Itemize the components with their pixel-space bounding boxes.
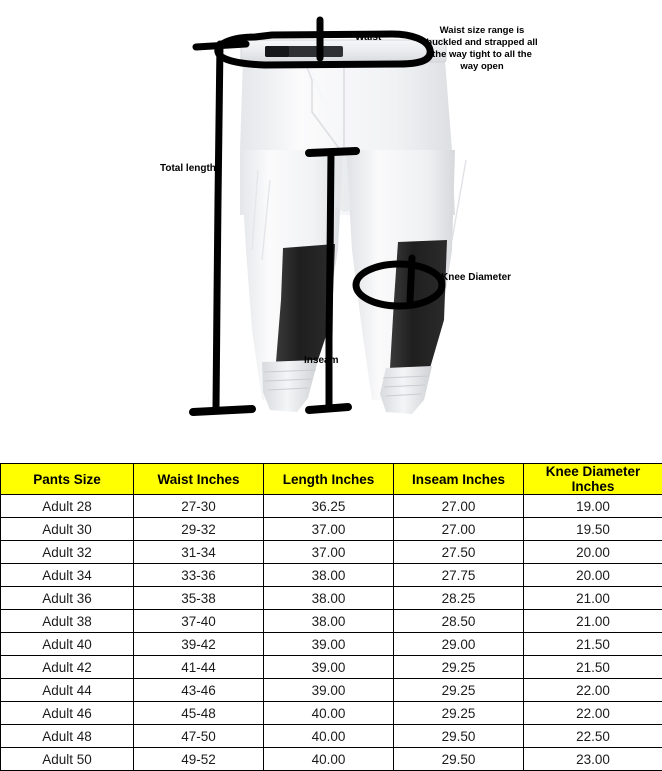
cell-waist-inches: 33-36	[134, 564, 264, 587]
right-cuff	[380, 366, 432, 414]
cell-pants-size: Adult 38	[1, 610, 134, 633]
cell-inseam-inches: 29.25	[394, 679, 524, 702]
table-header-row	[1, 464, 662, 495]
inseam-line	[329, 152, 331, 408]
table-body	[1, 495, 662, 771]
cell-waist-inches: 39-42	[134, 633, 264, 656]
cell-length-inches: 40.00	[264, 748, 394, 771]
header-waist-inches: Waist Inches	[134, 464, 264, 495]
size-chart-container	[0, 463, 662, 771]
cell-knee-diameter-inches: 19.00	[524, 495, 662, 518]
header-length-inches: Length Inches	[264, 464, 394, 495]
cell-knee-diameter-inches: 21.00	[524, 610, 662, 633]
total-length-bottom-tick	[193, 409, 252, 412]
table-row	[1, 587, 662, 610]
cell-pants-size: Adult 32	[1, 541, 134, 564]
cell-waist-inches: 37-40	[134, 610, 264, 633]
cell-knee-diameter-inches: 21.50	[524, 633, 662, 656]
cell-length-inches: 36.25	[264, 495, 394, 518]
table-row	[1, 725, 662, 748]
cell-pants-size: Adult 28	[1, 495, 134, 518]
cell-waist-inches: 43-46	[134, 679, 264, 702]
cell-pants-size: Adult 48	[1, 725, 134, 748]
cell-knee-diameter-inches: 21.50	[524, 656, 662, 679]
cell-knee-diameter-inches: 20.00	[524, 564, 662, 587]
cell-length-inches: 40.00	[264, 725, 394, 748]
cell-waist-inches: 29-32	[134, 518, 264, 541]
table-row	[1, 564, 662, 587]
cell-waist-inches: 49-52	[134, 748, 264, 771]
cell-inseam-inches: 29.50	[394, 748, 524, 771]
left-cuff	[262, 360, 318, 412]
cell-length-inches: 37.00	[264, 541, 394, 564]
cell-inseam-inches: 29.25	[394, 656, 524, 679]
cell-inseam-inches: 29.50	[394, 725, 524, 748]
knee-diameter-tick	[410, 258, 412, 300]
cell-length-inches: 38.00	[264, 564, 394, 587]
cell-pants-size: Adult 50	[1, 748, 134, 771]
table-row	[1, 656, 662, 679]
inseam-bottom-tick	[309, 407, 348, 410]
cell-length-inches: 38.00	[264, 610, 394, 633]
cell-knee-diameter-inches: 23.00	[524, 748, 662, 771]
cell-waist-inches: 45-48	[134, 702, 264, 725]
cell-pants-size: Adult 30	[1, 518, 134, 541]
cell-pants-size: Adult 42	[1, 656, 134, 679]
inseam-label: Inseam	[304, 355, 338, 366]
table-row	[1, 679, 662, 702]
cell-pants-size: Adult 46	[1, 702, 134, 725]
header-knee-diameter-inches: Knee Diameter Inches	[524, 464, 662, 495]
cell-length-inches: 40.00	[264, 702, 394, 725]
cell-waist-inches: 31-34	[134, 541, 264, 564]
cell-waist-inches: 27-30	[134, 495, 264, 518]
cell-inseam-inches: 27.00	[394, 495, 524, 518]
cell-length-inches: 39.00	[264, 633, 394, 656]
total-length-label: Total length	[160, 163, 216, 174]
cell-knee-diameter-inches: 22.00	[524, 679, 662, 702]
cell-inseam-inches: 27.50	[394, 541, 524, 564]
pants-belt-buckle	[265, 46, 289, 57]
cell-length-inches: 38.00	[264, 587, 394, 610]
cell-length-inches: 37.00	[264, 518, 394, 541]
cell-inseam-inches: 29.00	[394, 633, 524, 656]
cell-waist-inches: 41-44	[134, 656, 264, 679]
table-row	[1, 541, 662, 564]
knee-diameter-label: Knee Diameter	[441, 272, 511, 283]
cell-knee-diameter-inches: 20.00	[524, 541, 662, 564]
table-row	[1, 518, 662, 541]
cell-length-inches: 39.00	[264, 679, 394, 702]
cell-inseam-inches: 27.75	[394, 564, 524, 587]
waist-label: Waist	[355, 32, 381, 43]
cell-inseam-inches: 29.25	[394, 702, 524, 725]
header-pants-size: Pants Size	[1, 464, 134, 495]
header-inseam-inches: Inseam Inches	[394, 464, 524, 495]
total-length-line	[216, 44, 220, 408]
table-row	[1, 495, 662, 518]
cell-pants-size: Adult 36	[1, 587, 134, 610]
cell-waist-inches: 35-38	[134, 587, 264, 610]
cell-waist-inches: 47-50	[134, 725, 264, 748]
cell-knee-diameter-inches: 22.50	[524, 725, 662, 748]
table-row	[1, 610, 662, 633]
waist-range-note: Waist size range is buckled and strapped all the way tight to all the way open	[424, 25, 540, 74]
size-chart-table	[0, 463, 662, 771]
table-row	[1, 748, 662, 771]
cell-inseam-inches: 27.00	[394, 518, 524, 541]
table-row	[1, 702, 662, 725]
cell-pants-size: Adult 34	[1, 564, 134, 587]
cell-knee-diameter-inches: 22.00	[524, 702, 662, 725]
cell-inseam-inches: 28.25	[394, 587, 524, 610]
table-row	[1, 633, 662, 656]
cell-knee-diameter-inches: 21.00	[524, 587, 662, 610]
cell-pants-size: Adult 40	[1, 633, 134, 656]
cell-inseam-inches: 28.50	[394, 610, 524, 633]
cell-pants-size: Adult 44	[1, 679, 134, 702]
cell-length-inches: 39.00	[264, 656, 394, 679]
cell-knee-diameter-inches: 19.50	[524, 518, 662, 541]
